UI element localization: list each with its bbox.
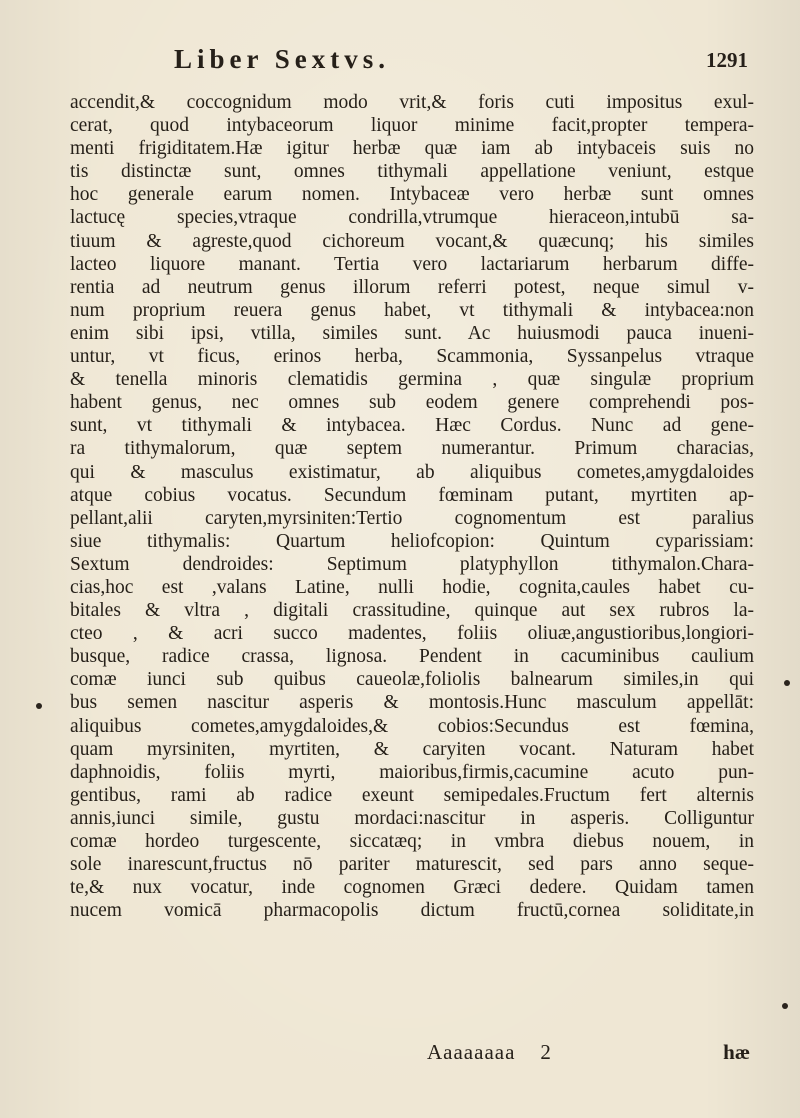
text-line: tiuum & agreste,quod cichoreum vocant,& quæcunq; his similes [70, 230, 754, 252]
text-line: menti frigiditatem.Hæ igitur herbæ quæ iam ab intybaceis suis no [70, 138, 754, 160]
text-line: aliquibus cometes,amygdaloides,& cobios:Secundus est fœmina, [70, 715, 754, 737]
text-line: nucem vomicā pharmacopolis dictum fructū,cornea soliditate,in [70, 900, 754, 922]
text-line: cerat, quod intybaceorum liquor minime facit,propter tempera- [70, 115, 754, 137]
text-line: cteo , & acri succo madentes, foliis oliuæ,angustioribus,longiori- [70, 623, 754, 645]
text-line: comæ hordeo turgescente, siccatæq; in vmbra diebus nouem, in [70, 831, 754, 852]
text-line: bus semen nascitur asperis & montosis.Hunc masculum appellāt: [70, 692, 754, 714]
signature-letters: Aaaaaaaa [427, 1040, 516, 1064]
text-line: sole inarescunt,fructus nō pariter maturescit, sed pars anno seque- [70, 854, 754, 876]
text-line: cias,hoc est ,valans Latine, nulli hodie, cognita,caules habet cu- [70, 576, 754, 598]
margin-mark [36, 703, 42, 709]
text-line: lactucę species,vtraque condrilla,vtrumque hieraceon,intubū sa- [70, 207, 754, 229]
text-line: siue tithymalis: Quartum heliofcopion: Quintum cyparissiam: [70, 530, 754, 552]
text-line: num proprium reuera genus habet, vt tithymali & intybacea:non [70, 299, 754, 321]
running-head: Liber Sextvs. [174, 44, 391, 74]
text-line: pellant,alii caryten,myrsiniten:Tertio cognomentum est paralius [70, 507, 754, 529]
text-line: annis,iunci simile, gustu mordaci:nascitur in asperis. Colliguntur [70, 807, 754, 829]
text-line: busque, radice crassa, lignosa. Pendent in cacuminibus caulium [70, 646, 754, 668]
text-line: quam myrsiniten, myrtiten, & caryiten vocant. Naturam habet [70, 738, 754, 760]
text-line: atque cobius vocatus. Secundum fœminam putant, myrtiten ap- [70, 484, 754, 506]
text-line: sunt, vt tithymali & intybacea. Hæc Cordus. Nunc ad gene- [70, 415, 754, 437]
body-text [70, 91, 754, 922]
text-line: Sextum dendroides: Septimum platyphyllon tithymalon.Chara- [70, 553, 754, 575]
text-line: untur, vt ficus, erinos herba, Scammonia, Syssanpelus vtraque [70, 346, 754, 368]
signature-mark [427, 1040, 552, 1065]
text-line: comæ iunci sub quibus caueolæ,foliolis balnearum similes,in qui [70, 669, 754, 691]
text-line: enim sibi ipsi, vtilla, similes sunt. Ac huiusmodi pauca inueni- [70, 322, 754, 344]
text-line: accendit,& coccognidum modo vrit,& foris cuti impositus exul- [70, 92, 754, 113]
page-number: 1291 [706, 48, 748, 72]
text-line: daphnoidis, foliis myrti, maioribus,firmis,cacumine acuto pun- [70, 761, 754, 783]
margin-mark [784, 680, 790, 686]
margin-mark [782, 1003, 788, 1009]
text-line: ra tithymalorum, quæ septem numerantur. Primum characias, [70, 438, 754, 460]
text-line: & tenella minoris clematidis germina , quæ singulæ proprium [70, 369, 754, 391]
text-line: habent genus, nec omnes sub eodem genere comprehendi pos- [70, 392, 754, 414]
text-line: qui & masculus existimatur, ab aliquibus cometes,amygdaloides [70, 461, 754, 483]
text-line: gentibus, rami ab radice exeunt semipedales.Fructum fert alternis [70, 784, 754, 806]
catchword: hæ [723, 1040, 750, 1064]
text-line: tis distinctæ sunt, omnes tithymali appellatione veniunt, estque [70, 161, 754, 183]
footer-line [70, 1040, 754, 1066]
text-line: lacteo liquore manant. Tertia vero lactariarum herbarum diffe- [70, 253, 754, 275]
signature-number: 2 [540, 1040, 552, 1064]
page-header [56, 44, 748, 90]
text-line: hoc generale earum nomen. Intybaceæ vero herbæ sunt omnes [70, 184, 754, 206]
text-line: te,& nux vocatur, inde cognomen Græci dedere. Quidam tamen [70, 877, 754, 899]
text-line: rentia ad neutrum genus illorum referri potest, neque simul v- [70, 276, 754, 298]
text-line: bitales & vltra , digitali crassitudine, quinque aut sex rubros la- [70, 600, 754, 622]
